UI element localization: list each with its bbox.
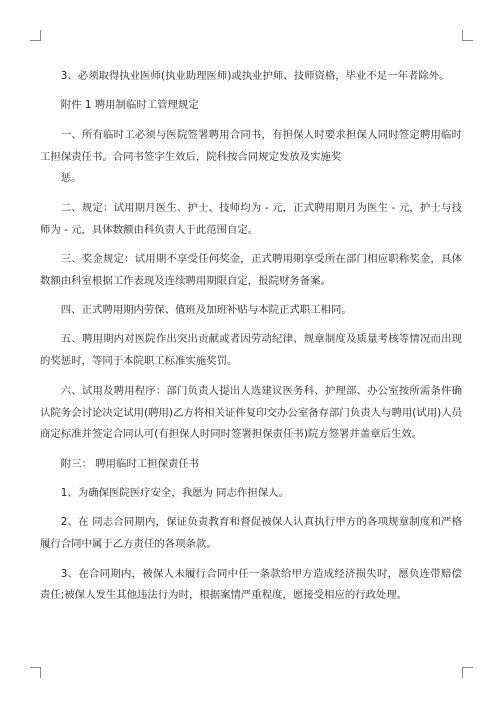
- paragraph-contract: 一、所有临时工必须与医院签署聘用合同书，有担保人时要求担保人同时签定聘用临时工担保责任书。合同书签字生效后，院科按合同规定发放及实施奖: [40, 128, 462, 163]
- paragraph-guarantee-2: 2、在 同志合同期内，保证负责教育和督促被保人认真执行甲方的各项规章制度和严格履行合同中属于乙方责任的各项条款。: [40, 516, 462, 551]
- paragraph-guarantee-3: 3、在合同期内，被保人未履行合同中任一条款给甲方造成经济损失时，愿负连带赔偿责任;被保人发生其他违法行为时，根据案情严重程度，愿接受相应的行政处理。: [40, 567, 462, 602]
- paragraph-procedure: 六、试用及聘用程序：部门负责人提出人选建议医务科、护理部、办公室按所需条件确认院务会讨论决定试用(聘用)乙方将相关证件复印交办公室备存部门负责人与聘用(试用)人员商定标准并签定合同认可(有担保人时同时签署担保责任书)院方签署并盖章后生效。: [40, 384, 462, 441]
- heading-attachment-1: 附件 1 聘用制临时工管理规定: [60, 99, 199, 112]
- crop-mark-bottom-right: [462, 667, 473, 678]
- paragraph-qualification: 3、必须取得执业医师(执业助理医师)或执业护师、技师资格，毕业不足一年者除外。: [60, 70, 450, 82]
- paragraph-contract-end: 惩。: [60, 172, 82, 185]
- document-body: [40, 66, 462, 615]
- crop-mark-top-left: [30, 30, 41, 41]
- paragraph-guarantee-1: 1、为确保医院医疗安全，我愿为 同志作担保人。: [60, 487, 289, 500]
- paragraph-rewards: 五、聘用期内对医院作出突出贡献或者因劳动纪律、规章制度及质量考核等情况而出现的奖惩时，等同于本院职工标准实施奖罚。: [40, 333, 462, 368]
- paragraph-bonus: 三、奖金规定：试用期不享受任何奖金，正式聘用期享受所在部门相应职称奖金，具体数额由科室根据工作表现及连续聘用期限自定，报院财务备案。: [40, 252, 462, 287]
- crop-mark-top-right: [462, 30, 473, 41]
- heading-attachment-3: 附三： 聘用临时工担保责任书: [60, 457, 200, 470]
- paragraph-salary: 二、规定：试用期月医生、护士、技师均为 - 元，正式聘用期月为医生 - 元，护士与技师为 - 元，具体数额由科负责人于此范围自定。: [40, 201, 462, 236]
- paragraph-benefits: 四、正式聘用期内劳保、值班及加班补贴与本院正式职工相同。: [60, 304, 352, 317]
- crop-mark-bottom-left: [30, 667, 41, 678]
